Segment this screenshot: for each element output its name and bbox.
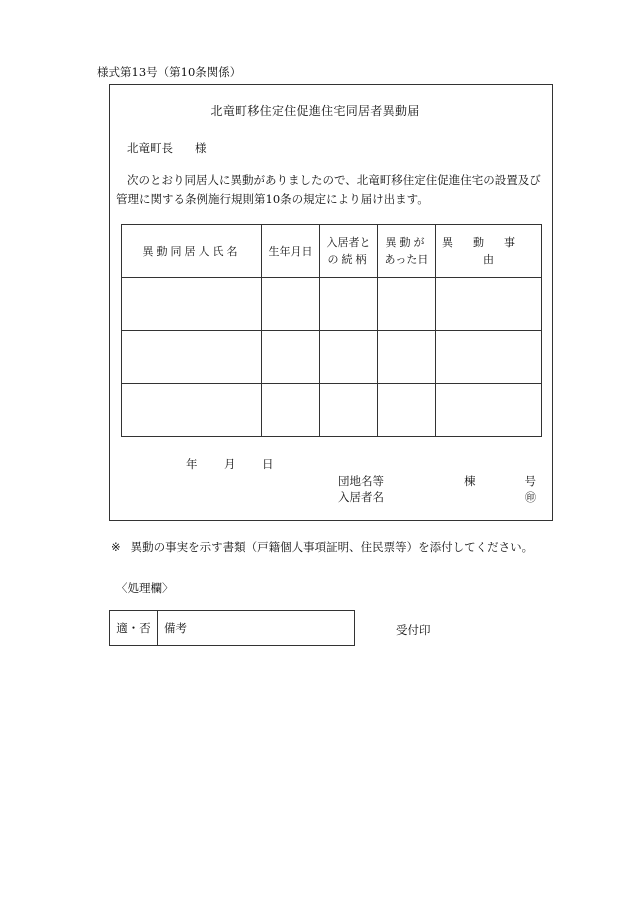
header-relation: 入居者と の続柄 <box>320 225 378 278</box>
processing-section-label: 〈処理欄〉 <box>116 581 174 595</box>
date-year-label: 年 <box>186 457 198 471</box>
form-number: 様式第13号（第10条関係） <box>97 65 242 79</box>
addressee-suffix: 様 <box>195 141 207 155</box>
header-name: 異動同居人氏名 <box>122 225 262 278</box>
applicant-name-line <box>338 489 536 505</box>
cell-name[interactable] <box>122 331 262 384</box>
addressee-name: 北竜町長 <box>127 141 173 155</box>
remarks-cell[interactable]: 備考 <box>164 621 187 635</box>
cell-relation[interactable] <box>320 278 378 331</box>
cell-birth[interactable] <box>262 384 320 437</box>
note-text: 異動の事実を示す書類（戸籍個人事項証明、住民票等）を添付してください。 <box>130 540 534 554</box>
cohabitant-table <box>121 224 542 437</box>
cell-name[interactable] <box>122 384 262 437</box>
cell-birth[interactable] <box>262 331 320 384</box>
date-day-label: 日 <box>262 457 274 471</box>
submission-date <box>186 456 274 472</box>
building-label: 棟 <box>464 474 476 488</box>
document-title: 北竜町移住定住促進住宅同居者異動届 <box>210 104 420 118</box>
table-row <box>122 331 542 384</box>
applicant-estate-line <box>338 473 536 489</box>
note-mark: ※ <box>111 540 121 554</box>
cell-change-date[interactable] <box>378 278 436 331</box>
cell-change-date[interactable] <box>378 331 436 384</box>
processing-box <box>109 610 355 646</box>
cell-name[interactable] <box>122 278 262 331</box>
unit-label: 号 <box>524 474 536 488</box>
cell-reason[interactable] <box>436 278 542 331</box>
cell-relation[interactable] <box>320 384 378 437</box>
reception-stamp-label: 受付印 <box>396 623 431 637</box>
resident-name-label: 入居者名 <box>338 490 384 504</box>
cell-relation[interactable] <box>320 331 378 384</box>
cell-reason[interactable] <box>436 384 542 437</box>
header-reason: 異動事由 <box>436 225 542 278</box>
cell-change-date[interactable] <box>378 384 436 437</box>
approval-cell[interactable]: 適・否 <box>110 611 158 645</box>
cell-reason[interactable] <box>436 331 542 384</box>
addressee <box>127 140 207 156</box>
table-header-row <box>122 225 542 278</box>
table-row <box>122 384 542 437</box>
header-change-date: 異動が あった日 <box>378 225 436 278</box>
header-birth: 生年月日 <box>262 225 320 278</box>
seal-mark-icon: ㊞ <box>525 491 536 504</box>
attachment-note <box>111 539 533 555</box>
date-month-label: 月 <box>224 457 236 471</box>
cell-birth[interactable] <box>262 278 320 331</box>
table-row <box>122 278 542 331</box>
intro-text: 次のとおり同居人に異動がありましたので、北竜町移住定住促進住宅の設置及び管理に関する条例施行規則第10条の規定により届け出ます。 <box>116 173 541 206</box>
estate-label: 団地名等 <box>338 474 384 488</box>
